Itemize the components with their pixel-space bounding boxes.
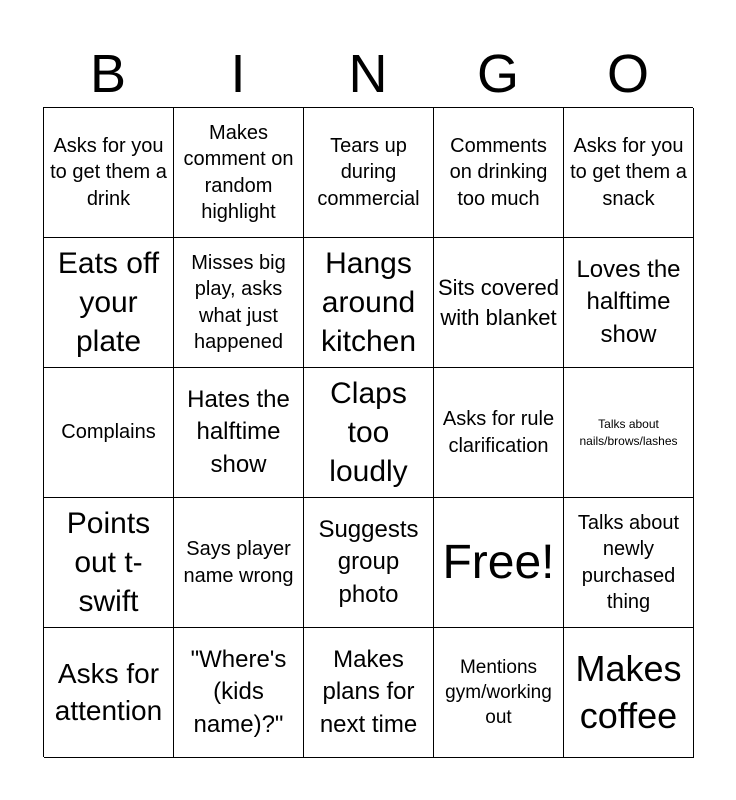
header-letter-i: I: [230, 44, 246, 104]
header-letter-o: O: [606, 44, 649, 104]
bingo-cell[interactable]: Hangs around kitchen: [304, 238, 434, 368]
bingo-cell[interactable]: Mentions gym/working out: [434, 628, 564, 758]
bingo-board: [43, 107, 693, 757]
bingo-cell[interactable]: Talks about nails/brows/lashes: [564, 368, 694, 498]
bingo-cell[interactable]: Claps too loudly: [304, 368, 434, 498]
bingo-cell[interactable]: Makes coffee: [564, 628, 694, 758]
bingo-cell[interactable]: Eats off your plate: [44, 238, 174, 368]
header-letter-b: B: [89, 44, 127, 104]
bingo-cell[interactable]: Misses big play, asks what just happened: [174, 238, 304, 368]
bingo-cell[interactable]: Makes plans for next time: [304, 628, 434, 758]
bingo-cell[interactable]: Makes comment on random highlight: [174, 108, 304, 238]
bingo-header: [43, 40, 693, 108]
bingo-cell[interactable]: Says player name wrong: [174, 498, 304, 628]
bingo-cell[interactable]: Sits covered with blanket: [434, 238, 564, 368]
bingo-cell[interactable]: Tears up during commercial: [304, 108, 434, 238]
bingo-cell[interactable]: Asks for attention: [44, 628, 174, 758]
bingo-cell[interactable]: Loves the halftime show: [564, 238, 694, 368]
bingo-cell[interactable]: Suggests group photo: [304, 498, 434, 628]
bingo-cell[interactable]: Complains: [44, 368, 174, 498]
bingo-cell[interactable]: Asks for rule clarification: [434, 368, 564, 498]
header-letter-g: G: [476, 44, 519, 104]
bingo-cell[interactable]: Comments on drinking too much: [434, 108, 564, 238]
bingo-cell[interactable]: Asks for you to get them a drink: [44, 108, 174, 238]
bingo-cell[interactable]: Asks for you to get them a snack: [564, 108, 694, 238]
bingo-cell[interactable]: "Where's (kids name)?": [174, 628, 304, 758]
bingo-cell[interactable]: Talks about newly purchased thing: [564, 498, 694, 628]
free-space-cell[interactable]: Free!: [434, 498, 564, 628]
header-letter-n: N: [348, 44, 388, 104]
bingo-cell[interactable]: Hates the halftime show: [174, 368, 304, 498]
bingo-cell[interactable]: Points out t-swift: [44, 498, 174, 628]
